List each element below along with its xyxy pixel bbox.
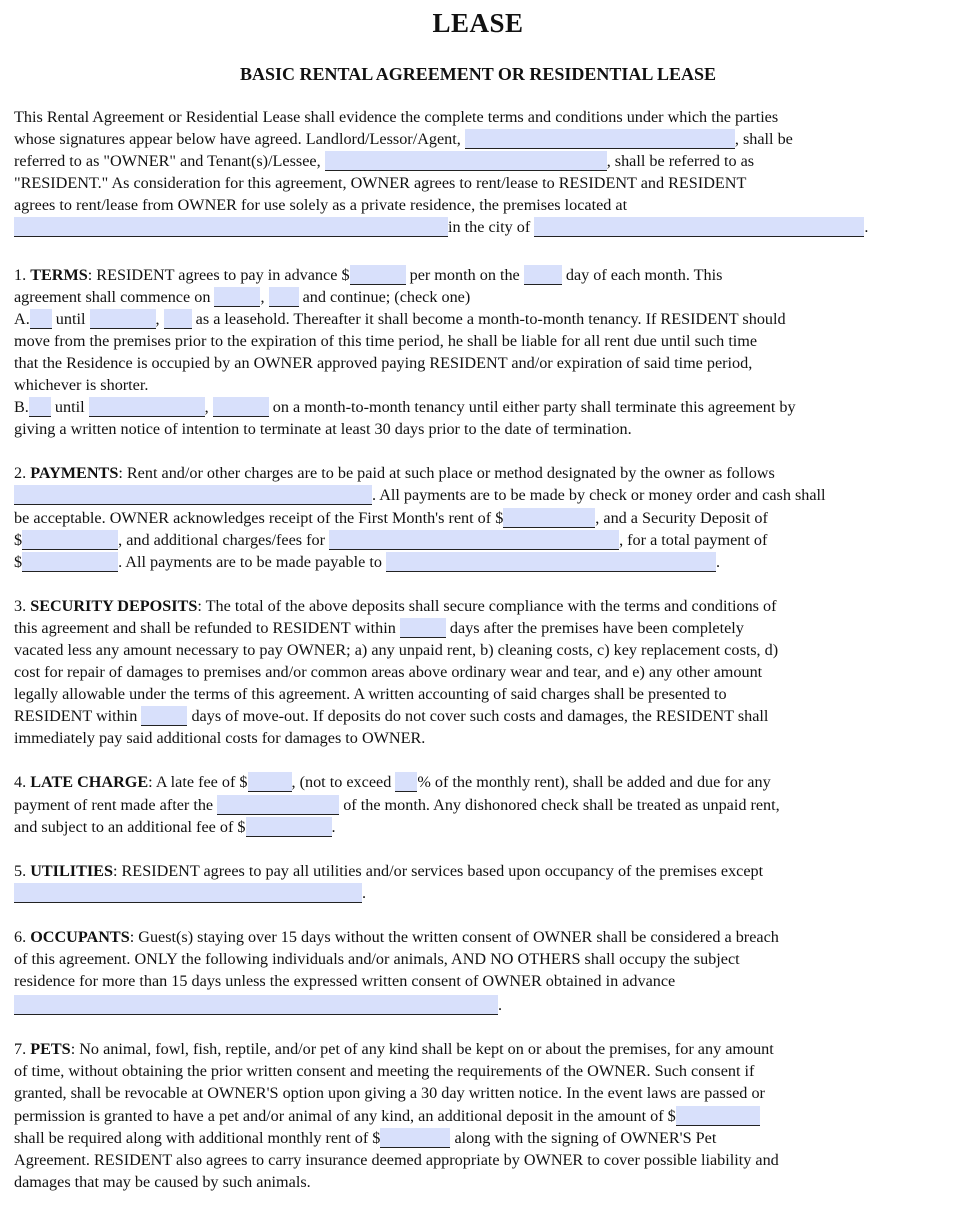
lease-end-date-field[interactable]	[90, 309, 156, 329]
terms-line	[14, 286, 942, 308]
occupants-line	[14, 926, 942, 948]
deposits-line	[14, 617, 942, 639]
option-b-label: B.	[14, 398, 29, 417]
terms-text: and continue; (check one)	[298, 287, 471, 306]
deposits-text: this agreement and shall be refunded to RESIDENT within	[14, 618, 400, 637]
option-b-checkbox[interactable]	[29, 397, 51, 417]
tenant-name-field[interactable]	[325, 151, 607, 171]
dishonored-check-fee-field[interactable]	[246, 817, 332, 837]
intro-line	[14, 106, 942, 128]
intro-line	[14, 216, 942, 238]
first-month-rent-field[interactable]	[503, 508, 595, 528]
commence-year-field[interactable]	[269, 287, 299, 307]
payments-text: . All payments are to be made by check or money order and cash shall	[372, 486, 826, 505]
payments-text: $	[14, 552, 23, 571]
late-charge-text: : A late fee of $	[148, 773, 248, 792]
utilities-line	[14, 860, 942, 882]
document-subtitle: BASIC RENTAL AGREEMENT OR RESIDENTIAL LEASE	[240, 64, 716, 84]
late-charge-text: .	[331, 817, 336, 836]
payments-text: , for a total payment of	[619, 530, 768, 549]
intro-line	[14, 172, 942, 194]
terms-text: until	[51, 309, 90, 328]
intro-text: This Rental Agreement or Residential Lease shall evidence the complete terms and conditions under which the parties	[14, 108, 779, 126]
terms-text: day of each month. This	[561, 265, 723, 284]
security-deposit-field[interactable]	[22, 530, 118, 550]
city-field[interactable]	[534, 217, 864, 237]
utilities-text: .	[362, 883, 367, 902]
deposits-line	[14, 639, 942, 661]
payment-method-field[interactable]	[14, 485, 372, 505]
intro-text: "RESIDENT." As consideration for this agreement, OWNER agrees to rent/lease to RESIDENT and RESIDENT	[14, 174, 747, 193]
late-charge-line	[14, 794, 942, 816]
premises-address-field[interactable]	[14, 217, 448, 237]
occupants-list-field[interactable]	[14, 995, 498, 1015]
payments-line	[14, 529, 942, 551]
commence-date-field[interactable]	[214, 287, 260, 307]
deposits-line	[14, 727, 942, 749]
deposits-text: RESIDENT within	[14, 707, 142, 726]
lease-end-year-field[interactable]	[164, 309, 192, 329]
pets-line	[14, 1127, 942, 1149]
occupants-line	[14, 948, 942, 970]
deposits-text: cost for repair of damages to premises and/or common areas above ordinary wear and tear, and e) any other amount	[14, 663, 763, 682]
intro-paragraph	[14, 106, 942, 239]
occupants-line	[14, 994, 942, 1016]
pets-text: permission is granted to have a pet and/or animal of any kind, an additional deposit in the amount of $	[14, 1106, 676, 1125]
section-heading: UTILITIES	[30, 861, 113, 880]
late-after-day-field[interactable]	[217, 795, 339, 815]
pets-line	[14, 1082, 942, 1104]
section-number: 2.	[14, 464, 31, 483]
terms-text: move from the premises prior to the expiration of this time period, he shall be liable for all rent due until such time	[14, 331, 758, 350]
payments-text: .	[716, 552, 721, 571]
terms-text: until	[50, 398, 89, 417]
deposits-text: days of move-out. If deposits do not cover such costs and damages, the RESIDENT shall	[187, 707, 769, 726]
intro-line	[14, 194, 942, 216]
pets-text: : No animal, fowl, fish, reptile, and/or pet of any kind shall be kept on or about the premises, for any amount	[70, 1040, 774, 1059]
section-occupants	[14, 926, 942, 1016]
terms-text: on a month-to-month tenancy until either party shall terminate this agreement by	[268, 398, 796, 417]
pets-line	[14, 1171, 942, 1193]
intro-text: referred to as "OWNER" and Tenant(s)/Lessee,	[14, 152, 325, 171]
pets-text: granted, shall be revocable at OWNER'S option upon giving a 30 day written notice. In the event laws are passed or	[14, 1084, 765, 1103]
intro-text: in the city of	[448, 218, 535, 237]
section-number: 3.	[14, 596, 31, 615]
intro-line	[14, 128, 942, 150]
deposits-line	[14, 661, 942, 683]
section-heading: PAYMENTS	[30, 464, 119, 483]
terms-line	[14, 330, 942, 352]
section-heading: SECURITY DEPOSITS	[30, 596, 198, 615]
terms-line	[14, 396, 942, 418]
payments-line	[14, 551, 942, 573]
intro-text: .	[864, 218, 869, 237]
payments-text: , and additional charges/fees for	[118, 530, 330, 549]
section-number: 1.	[14, 265, 31, 284]
pet-deposit-field[interactable]	[676, 1106, 760, 1126]
terms-text: ,	[260, 287, 269, 306]
terms-text: whichever is shorter.	[14, 376, 149, 395]
rent-due-day-field[interactable]	[524, 265, 562, 285]
section-payments	[14, 462, 942, 572]
option-a-label: A.	[14, 309, 30, 328]
payments-text: . All payments are to be made payable to	[118, 552, 387, 571]
occupants-text: of this agreement. ONLY the following individuals and/or animals, AND NO OTHERS shall occupy the subject	[14, 950, 740, 968]
section-heading: OCCUPANTS	[30, 927, 130, 946]
deposits-line	[14, 683, 942, 705]
pets-line	[14, 1060, 942, 1082]
refund-days-field[interactable]	[400, 618, 446, 638]
lease-document	[14, 6, 942, 1193]
payments-text: , and a Security Deposit of	[595, 508, 768, 527]
terms-text: ,	[155, 309, 164, 328]
late-charge-text: of the month. Any dishonored check shall be treated as unpaid rent,	[339, 795, 780, 814]
pets-text: shall be required along with additional monthly rent of $	[14, 1128, 381, 1147]
pet-monthly-rent-field[interactable]	[380, 1128, 450, 1148]
terms-text: giving a written notice of intention to terminate at least 30 days prior to the date of termination.	[14, 420, 632, 439]
deposits-text: : The total of the above deposits shall secure compliance with the terms and conditions of	[197, 596, 777, 615]
pets-text: along with the signing of OWNER'S Pet	[450, 1128, 717, 1147]
landlord-name-field[interactable]	[465, 129, 735, 149]
late-fee-percent-field[interactable]	[395, 772, 417, 792]
utilities-text: : RESIDENT agrees to pay all utilities and/or services based upon occupancy of the premises except	[112, 861, 764, 880]
section-heading: TERMS	[30, 265, 88, 284]
deposits-line	[14, 595, 942, 617]
terms-text: that the Residence is occupied by an OWNER approved paying RESIDENT and/or expiration of said time period,	[14, 353, 753, 372]
section-pets	[14, 1038, 942, 1193]
utilities-exceptions-field[interactable]	[14, 883, 362, 903]
intro-line	[14, 150, 942, 172]
payable-to-field[interactable]	[386, 552, 716, 572]
utilities-line	[14, 882, 942, 904]
occupants-text: : Guest(s) staying over 15 days without the written consent of OWNER shall be considered a breach	[129, 927, 779, 946]
occupants-line	[14, 970, 942, 992]
occupants-text: residence for more than 15 days unless the expressed written consent of OWNER obtained in advance	[14, 972, 676, 991]
terms-line	[14, 352, 942, 374]
monthly-rent-field[interactable]	[350, 265, 406, 285]
late-charge-line	[14, 771, 942, 793]
late-charge-text: and subject to an additional fee of $	[14, 817, 246, 836]
option-a-checkbox[interactable]	[30, 309, 52, 329]
tenancy-start-year-field[interactable]	[213, 397, 269, 417]
deposits-text: vacated less any amount necessary to pay OWNER; a) any unpaid rent, b) cleaning costs, c) key replacement costs, d)	[14, 640, 779, 659]
payments-text: $	[14, 530, 23, 549]
section-utilities	[14, 860, 942, 904]
terms-text: agreement shall commence on	[14, 287, 215, 306]
payments-text: : Rent and/or other charges are to be paid at such place or method designated by the owner as follows	[118, 464, 775, 483]
occupants-text: .	[498, 996, 503, 1015]
terms-line	[14, 374, 942, 396]
terms-text: as a leasehold. Thereafter it shall become a month-to-month tenancy. If RESIDENT should	[191, 309, 786, 328]
total-payment-field[interactable]	[22, 552, 118, 572]
payments-text: be acceptable. OWNER acknowledges receipt of the First Month's rent of $	[14, 508, 504, 527]
pets-line	[14, 1105, 942, 1127]
section-heading: LATE CHARGE	[30, 773, 149, 792]
section-heading: PETS	[30, 1040, 71, 1059]
terms-line	[14, 308, 942, 330]
section-number: 7.	[14, 1040, 31, 1059]
additional-fees-field[interactable]	[329, 530, 619, 550]
document-title: LEASE	[432, 8, 524, 38]
pets-text: of time, without obtaining the prior written consent and meeting the requirements of the OWNER. Such consent if	[14, 1062, 755, 1081]
section-late-charge	[14, 771, 942, 837]
tenancy-start-date-field[interactable]	[89, 397, 205, 417]
terms-text: : RESIDENT agrees to pay in advance $	[87, 265, 350, 284]
deposits-text: days after the premises have been completely	[445, 618, 744, 637]
pets-line	[14, 1038, 942, 1060]
pets-line	[14, 1149, 942, 1171]
pets-text: Agreement. RESIDENT also agrees to carry insurance deemed appropriate by OWNER to cover possible liability and	[14, 1150, 779, 1169]
terms-text: ,	[204, 398, 213, 417]
deposits-text: legally allowable under the terms of this agreement. A written accounting of said charges shall be presented to	[14, 685, 727, 704]
pets-text: damages that may be caused by such animals.	[14, 1172, 311, 1191]
terms-line	[14, 264, 942, 286]
section-number: 4.	[14, 773, 31, 792]
late-charge-line	[14, 816, 942, 838]
section-number: 6.	[14, 927, 31, 946]
terms-text: per month on the	[405, 265, 524, 284]
late-fee-field[interactable]	[248, 772, 292, 792]
payments-line	[14, 484, 942, 506]
intro-text: , shall be	[734, 130, 793, 149]
intro-text: agrees to rent/lease from OWNER for use solely as a private residence, the premises located at	[14, 196, 628, 215]
payments-line	[14, 507, 942, 529]
late-charge-text: % of the monthly rent), shall be added and due for any	[417, 773, 771, 792]
terms-line	[14, 418, 942, 440]
deposits-text: immediately pay said additional costs for damages to OWNER.	[14, 729, 426, 748]
deposits-line	[14, 705, 942, 727]
intro-text: , shall be referred to as	[606, 152, 755, 171]
intro-text: whose signatures appear below have agreed. Landlord/Lessor/Agent,	[14, 130, 465, 149]
section-number: 5.	[14, 861, 31, 880]
section-security-deposits	[14, 595, 942, 750]
late-charge-text: , (not to exceed	[291, 773, 396, 792]
payments-line	[14, 462, 942, 484]
late-charge-text: payment of rent made after the	[14, 795, 218, 814]
section-terms	[14, 264, 942, 441]
accounting-days-field[interactable]	[141, 706, 187, 726]
